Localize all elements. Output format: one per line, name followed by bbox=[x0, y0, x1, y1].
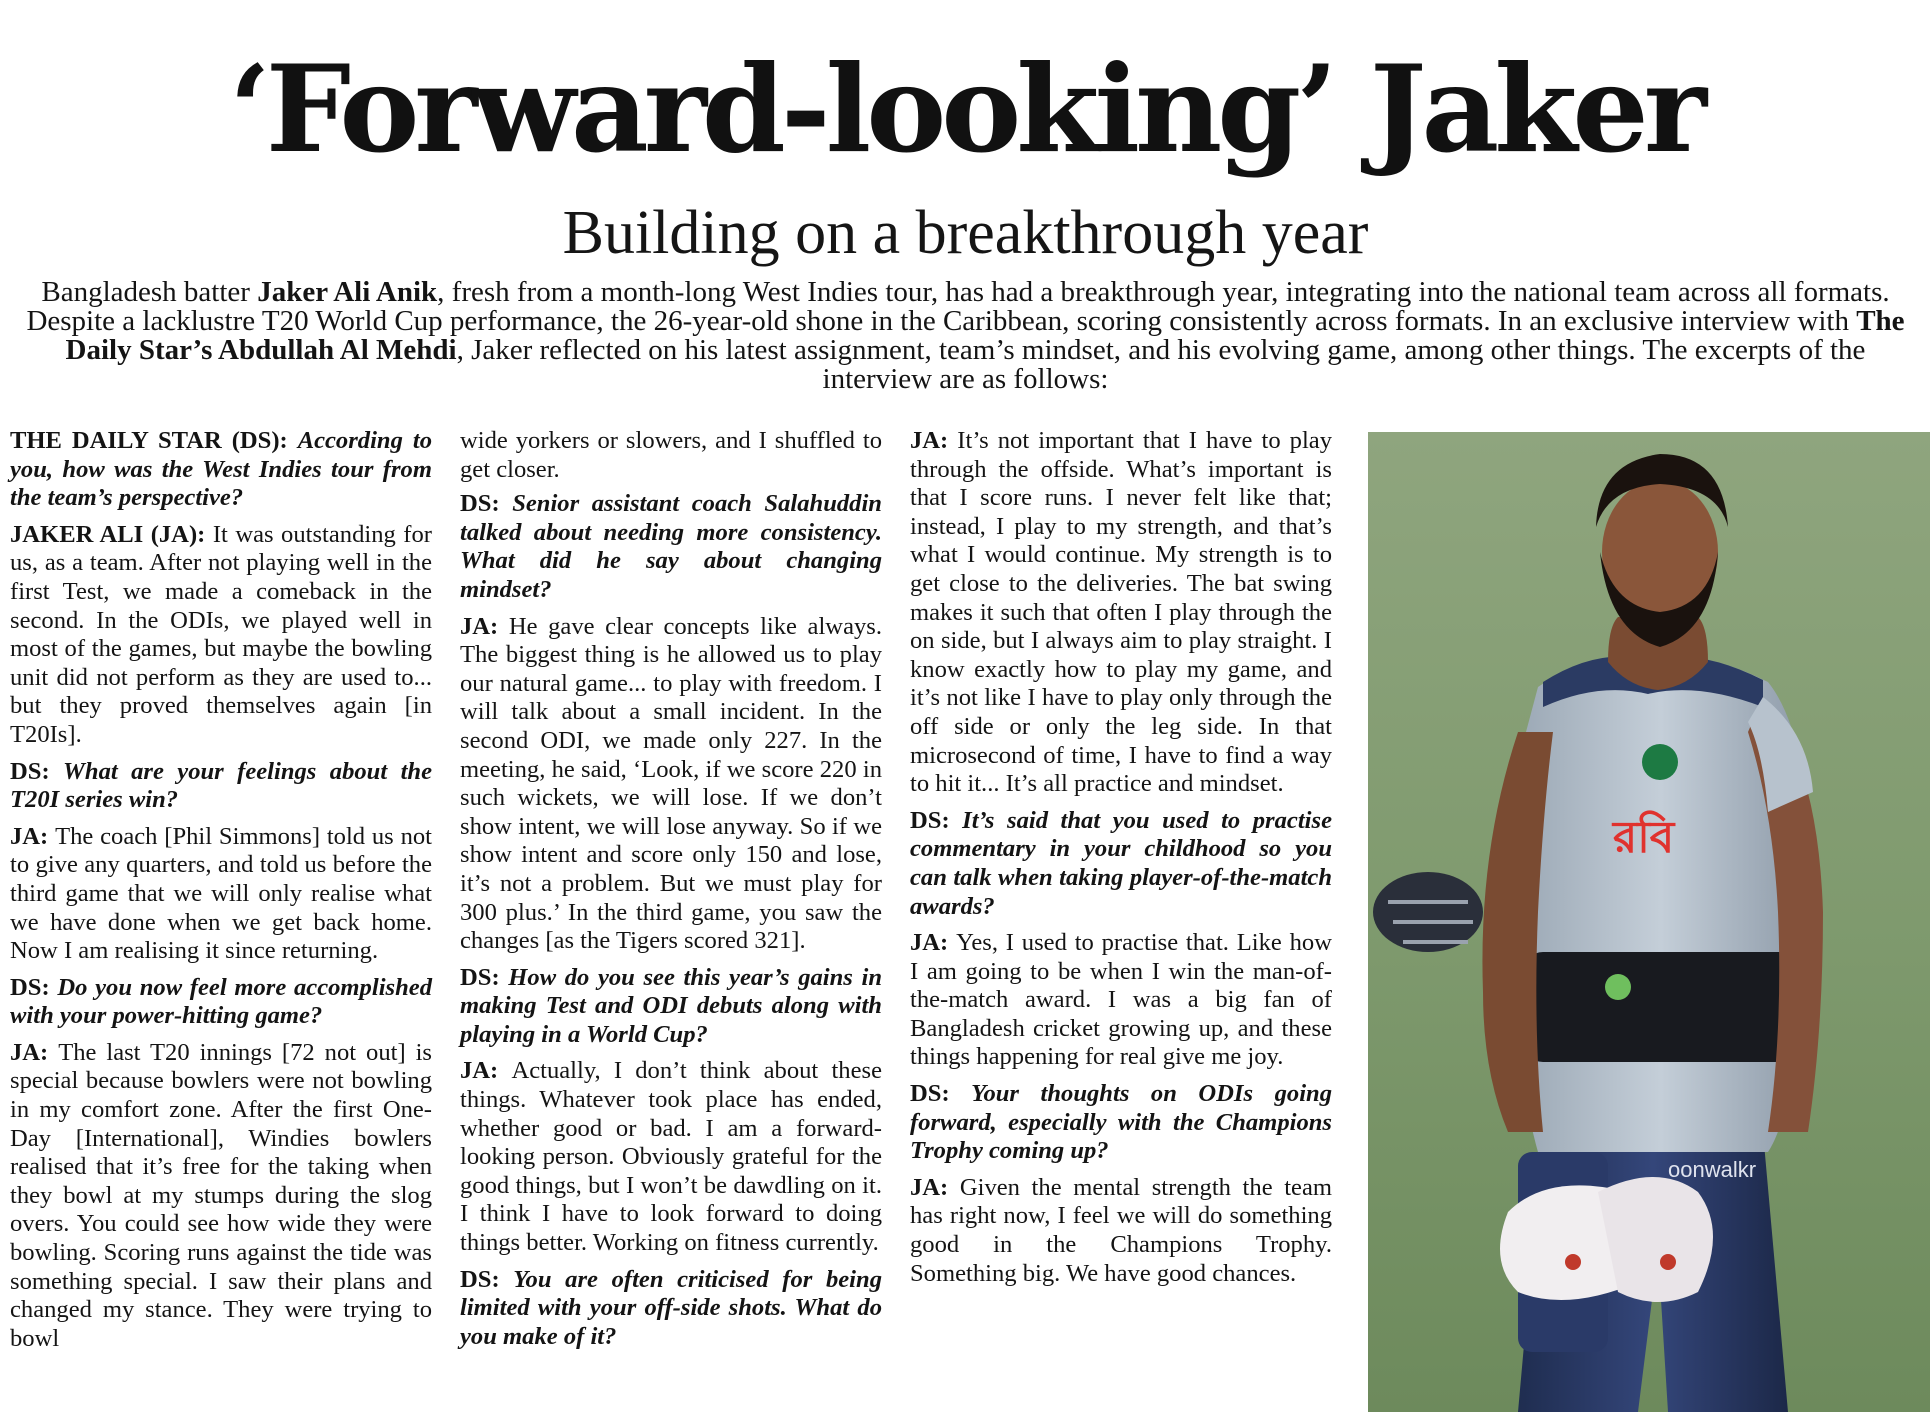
speaker-label: JAKER ALI (JA): bbox=[10, 520, 213, 548]
speaker-label: JA: bbox=[10, 1038, 59, 1066]
answer-continuation bbox=[460, 427, 882, 484]
speaker-label: THE DAILY STAR (DS): bbox=[10, 427, 298, 454]
answer bbox=[910, 427, 1332, 799]
question-text: How do you see this year’s gains in making Test and ODI debuts along with playing in a World Cup? bbox=[460, 963, 883, 1048]
answer-text: The last T20 innings [72 not out] is special because bowlers were not bowling in my comfort zone. After the first One-Day [International], Windies bowlers realised that it’s free for the taking when they bowl at my stumps during the slog overs. You could see how wide they were bowling. Scoring runs against the tide was something special. I saw their plans and changed my stance. They were trying to bowl bbox=[10, 1038, 432, 1352]
question bbox=[910, 1080, 1332, 1166]
pad-brand-text: oonwalkr bbox=[1668, 1157, 1757, 1182]
speaker-label: JA: bbox=[910, 1173, 960, 1201]
question bbox=[460, 490, 882, 604]
speaker-label: DS: bbox=[460, 963, 509, 991]
answer-text: He gave clear concepts like always. The biggest thing is he allowed us to play our natural game... to play with freedom. I will talk about a small incident. In the second ODI, we made only 227. In the meeting, he said, ‘Look, if we score 220 in such wickets, we will lose. If we don’t show intent, we will lose anyway. So if we show intent and score only 150 and lose, it’s not a problem. But we must play for 300 plus.’ In the third game, you saw the changes [as the Tigers scored 321]. bbox=[460, 612, 882, 955]
question-text: Senior assistant coach Salahuddin talked about needing more consistency. What did he say about changing mindset? bbox=[460, 490, 882, 603]
answer bbox=[10, 521, 432, 750]
answer-text: Given the mental strength the team has right now, I feel we will do something good in the Champions Trophy. Something big. We have good chances. bbox=[910, 1173, 1333, 1287]
answer bbox=[460, 1057, 882, 1257]
speaker-label: JA: bbox=[910, 427, 958, 454]
question-text: Do you now feel more accomplished with your power-hitting game? bbox=[10, 973, 432, 1030]
question bbox=[910, 807, 1332, 921]
question-text: What are your feelings about the T20I series win? bbox=[10, 757, 432, 814]
team-crest-icon bbox=[1642, 744, 1678, 780]
answer-text: The coach [Phil Simmons] told us not to give any quarters, and told us before the third game that we will only realise what we have done when we get back home. Now I am realising it since returning. bbox=[10, 822, 432, 965]
question bbox=[460, 1266, 882, 1352]
interview-column-2 bbox=[460, 427, 882, 1359]
answer bbox=[910, 1174, 1332, 1288]
question-text: It’s said that you used to practise commentary in your childhood so you can talk when taking player-of-the-match awards? bbox=[910, 806, 1332, 920]
answer-text: Actually, I don’t think about these things. Whatever took place has ended, whether good or bad. I am a forward-looking person. Obviously grateful for the good things, but I won’t be dawdling on it. I think I have to look forward to doing things better. Working on fitness currently. bbox=[460, 1057, 882, 1257]
intro-bold-byline: The Daily Star’s Abdullah Al Mehdi bbox=[65, 305, 1905, 366]
speaker-label: DS: bbox=[460, 490, 513, 518]
speaker-label: DS: bbox=[460, 1265, 514, 1293]
question bbox=[10, 974, 432, 1031]
question bbox=[460, 964, 882, 1050]
cricket-shoes-icon bbox=[1500, 1177, 1713, 1302]
headline: ‘Forward-looking’ Jaker bbox=[228, 39, 1702, 180]
question bbox=[10, 758, 432, 815]
answer bbox=[10, 823, 432, 966]
subheadline: Building on a breakthrough year bbox=[562, 199, 1369, 267]
speaker-label: DS: bbox=[10, 973, 58, 1001]
speaker-label: JA: bbox=[10, 822, 56, 850]
answer-text: Yes, I used to practise that. Like how I am going to be when I win the man-of-the-match award. I was a big fan of Bangladesh cricket growing up, and these things happening for real give me joy. bbox=[910, 929, 1332, 1071]
thigh-guard-badge-icon bbox=[1605, 974, 1631, 1000]
answer-text: It’s not important that I have to play through the offside. What’s important is that I score runs. I never felt like that; instead, I play to my strength, and that’s what I would continue. My strength is to get close to the deliveries. The bat swing makes it such that often I play through the on side, but I always aim to play straight. I know exactly how to play my game, and it’s not like I have to play only through the off side or only the leg side. In that microsecond of time, I have to find a way to hit it... It’s all practice and mindset. bbox=[910, 427, 1333, 798]
speaker-label: DS: bbox=[910, 1080, 972, 1108]
answer-text: It was outstanding for us, as a team. After not playing well in the first Test, we made a comeback in the second. In the ODIs, we played well in most of the games, but maybe the bowling unit did not perform as they are used to... but they proved themselves again [in T20Is]. bbox=[10, 520, 432, 748]
player-photo bbox=[1368, 432, 1930, 1412]
question-text: According to you, how was the West Indies tour from the team’s perspective? bbox=[10, 427, 432, 512]
intro-bold-name: Jaker Ali Anik bbox=[257, 276, 438, 308]
intro-text: Bangladesh batter bbox=[41, 276, 258, 308]
question bbox=[10, 427, 432, 513]
question-text: Your thoughts on ODIs going forward, especially with the Champions Trophy coming up? bbox=[910, 1080, 1332, 1165]
answer bbox=[910, 929, 1332, 1072]
speaker-label: JA: bbox=[910, 929, 957, 957]
intro-text: , fresh from a month-long West Indies tour, has had a breakthrough year, integrating into the national team across all formats. Despite a lacklustre T20 World Cup performance, the 26-year-old shone in the Caribbean, scoring consistently across formats. In an exclusive interview with bbox=[26, 276, 1890, 337]
speaker-label: JA: bbox=[460, 612, 509, 640]
intro-text: , Jaker reflected on his latest assignment, team’s mindset, and his evolving game, among other things. The excerpts of the interview are as follows: bbox=[456, 334, 1866, 395]
speaker-label: DS: bbox=[10, 757, 64, 785]
interview-column-1 bbox=[10, 427, 432, 1361]
question-text: You are often criticised for being limited with your off-side shots. What do you make of it? bbox=[460, 1265, 882, 1350]
helmet-icon bbox=[1373, 872, 1483, 952]
answer bbox=[10, 1039, 432, 1354]
sponsor-logo-text: রবি bbox=[1613, 812, 1675, 863]
answer bbox=[460, 613, 882, 956]
intro-paragraph bbox=[18, 278, 1913, 394]
interview-column-3 bbox=[910, 427, 1332, 1296]
answer-text: wide yorkers or slowers, and I shuffled to get closer. bbox=[460, 427, 882, 483]
speaker-label: JA: bbox=[460, 1057, 512, 1085]
speaker-label: DS: bbox=[910, 806, 963, 834]
thigh-guard bbox=[1523, 952, 1813, 1062]
player-photo-illustration bbox=[1368, 432, 1930, 1412]
